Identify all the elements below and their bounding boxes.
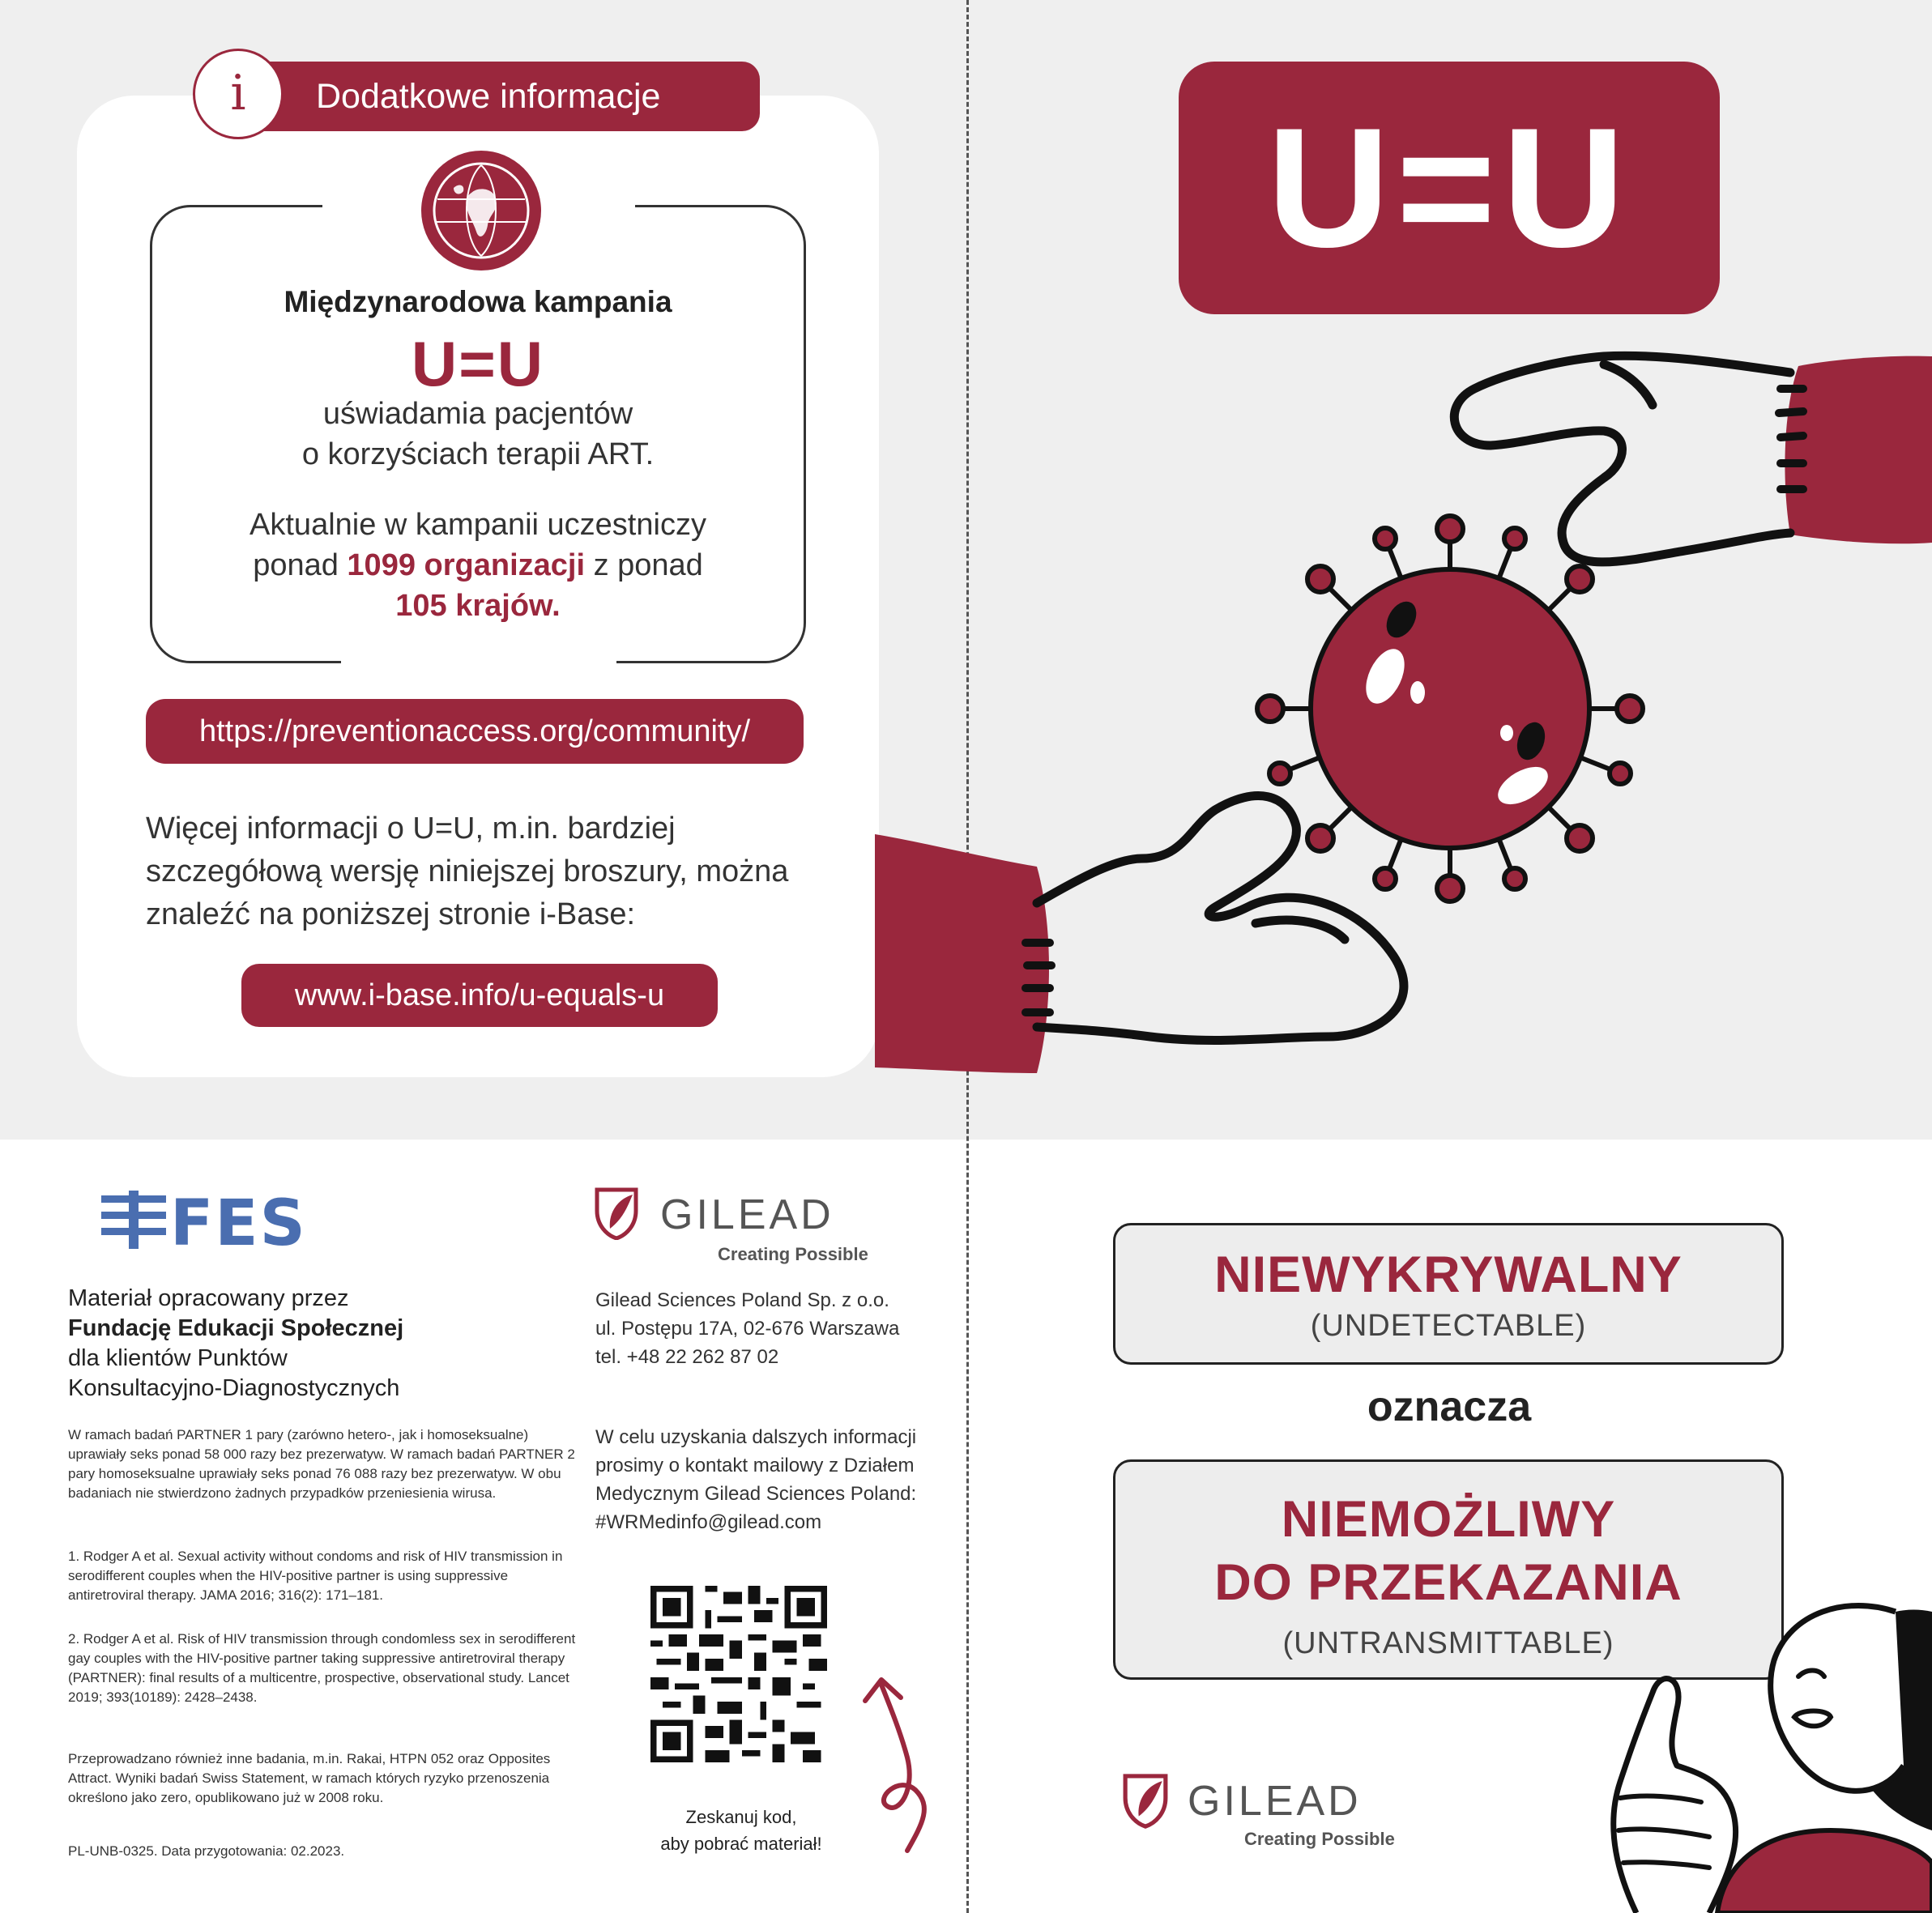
gilead-logo-icon [594, 1187, 639, 1240]
reference-2: 2. Rodger A et al. Risk of HIV transmission through condomless sex in serodifferent gay couples with the HIV-positive partner taking suppressive antiretroviral therapy (PARTNER): final results of a multicentre, prospective, observational study. Lancet 2019; 393(10189): 2428–2438. [68, 1631, 576, 1705]
document-code: PL-UNB-0325. Data przygotowania: 02.2023. [68, 1843, 345, 1859]
stats-line-2: ponad 1099 organizacji z ponad [253, 548, 703, 582]
gilead-contact: W celu uzyskania dalszych informacji prosimy o kontakt mailowy z Działem Medycznym Gilead Sciences Poland: #WRMedinfo@gilead.com [595, 1426, 917, 1533]
gilead-name: GILEAD [660, 1191, 834, 1238]
gilead-address: Gilead Sciences Poland Sp. z o.o. ul. Postępu 17A, 02-676 Warszawa tel. +48 22 262 87 02 [595, 1289, 900, 1368]
other-studies-text: Przeprowadzano również inne badania, m.in. Rakai, HTPN 052 oraz Opposites Attract. Wyniki badań Swiss Statement, w ramach których ryzyko przenoszenia określono jako zero, opublikowano już w 2008 roku. [68, 1751, 551, 1805]
stats-line-3 [150, 586, 806, 626]
campaign-logo: U=U [411, 328, 545, 399]
connector-word: oznacza [1367, 1383, 1532, 1430]
more-info-text: Więcej informacji o U=U, m.in. bardziej szczegółową wersję niniejszej broszury, można znaleźć na poniższej stronie i-Base: [146, 812, 789, 931]
fes-logo-icon [101, 1191, 166, 1249]
prepared-by: Materiał opracowany przez Fundację Edukacji Społecznej dla klientów Punktów Konsultacyjno-Diagnostycznych [68, 1284, 554, 1404]
campaign-title: Międzynarodowa kampania [284, 285, 672, 318]
info-icon: i [193, 49, 284, 139]
qr-code[interactable] [650, 1586, 827, 1762]
prepared-org: Fundację Edukacji Społecznej [68, 1315, 404, 1341]
untransmittable-word-2: DO PRZEKAZANIA [1214, 1554, 1683, 1611]
gilead-tagline-2: Creating Possible [1244, 1829, 1395, 1849]
gilead-tagline: Creating Possible [718, 1244, 868, 1264]
fes-logo-text: FES [170, 1187, 307, 1260]
campaign-line-2: o korzyściach terapii ART. [301, 437, 655, 471]
hands-virus-illustration [875, 340, 1932, 1093]
untransmittable-english: (UNTRANSMITTABLE) [1282, 1626, 1614, 1660]
ibase-link[interactable]: www.i-base.info/u-equals-u [241, 964, 718, 1027]
stats-organizations: 1099 organizacji [347, 548, 586, 582]
globe-icon [421, 151, 541, 271]
arrow-icon [851, 1668, 940, 1855]
prevention-access-link[interactable]: https://preventionaccess.org/community/ [146, 699, 804, 764]
uu-logo: U=U [1179, 62, 1720, 314]
scan-instruction: Zeskanuj kod, aby pobrać materiał! [660, 1807, 822, 1854]
gilead-name-2: GILEAD [1188, 1778, 1362, 1825]
undetectable-english: (UNDETECTABLE) [1310, 1309, 1587, 1343]
stats-countries: 105 krajów. [395, 589, 561, 623]
stats-line-1: Aktualnie w kampanii uczestniczy [249, 508, 706, 542]
gilead-logo-icon-2 [1122, 1772, 1169, 1829]
partner-study-text: W ramach badań PARTNER 1 pary (zarówno hetero-, jak i homoseksualne) uprawiały seks ponad 58 000 razy bez prezerwatyw. W ramach badań PARTNER 2 pary homoseksualne uprawiały seks ponad 76 088 razy bez prezerwatyw. W obu badaniach nie stwierdzono żadnych przypadków przeniesienia wirusa. [68, 1427, 575, 1501]
undetectable-word: NIEWYKRYWALNY [1214, 1246, 1683, 1303]
woman-thumbs-up-illustration [1588, 1587, 1932, 1913]
campaign-line-1: uświadamia pacjentów [322, 397, 633, 431]
reference-1: 1. Rodger A et al. Sexual activity without condoms and risk of HIV transmission in serodifferent couples when the HIV-positive partner is using suppressive antiretroviral therapy. JAMA 2016; 316(2): 171–181. [68, 1549, 563, 1603]
info-header: Dodatkowe informacje [235, 62, 760, 131]
untransmittable-word-1: NIEMOŻLIWY [1281, 1491, 1616, 1548]
